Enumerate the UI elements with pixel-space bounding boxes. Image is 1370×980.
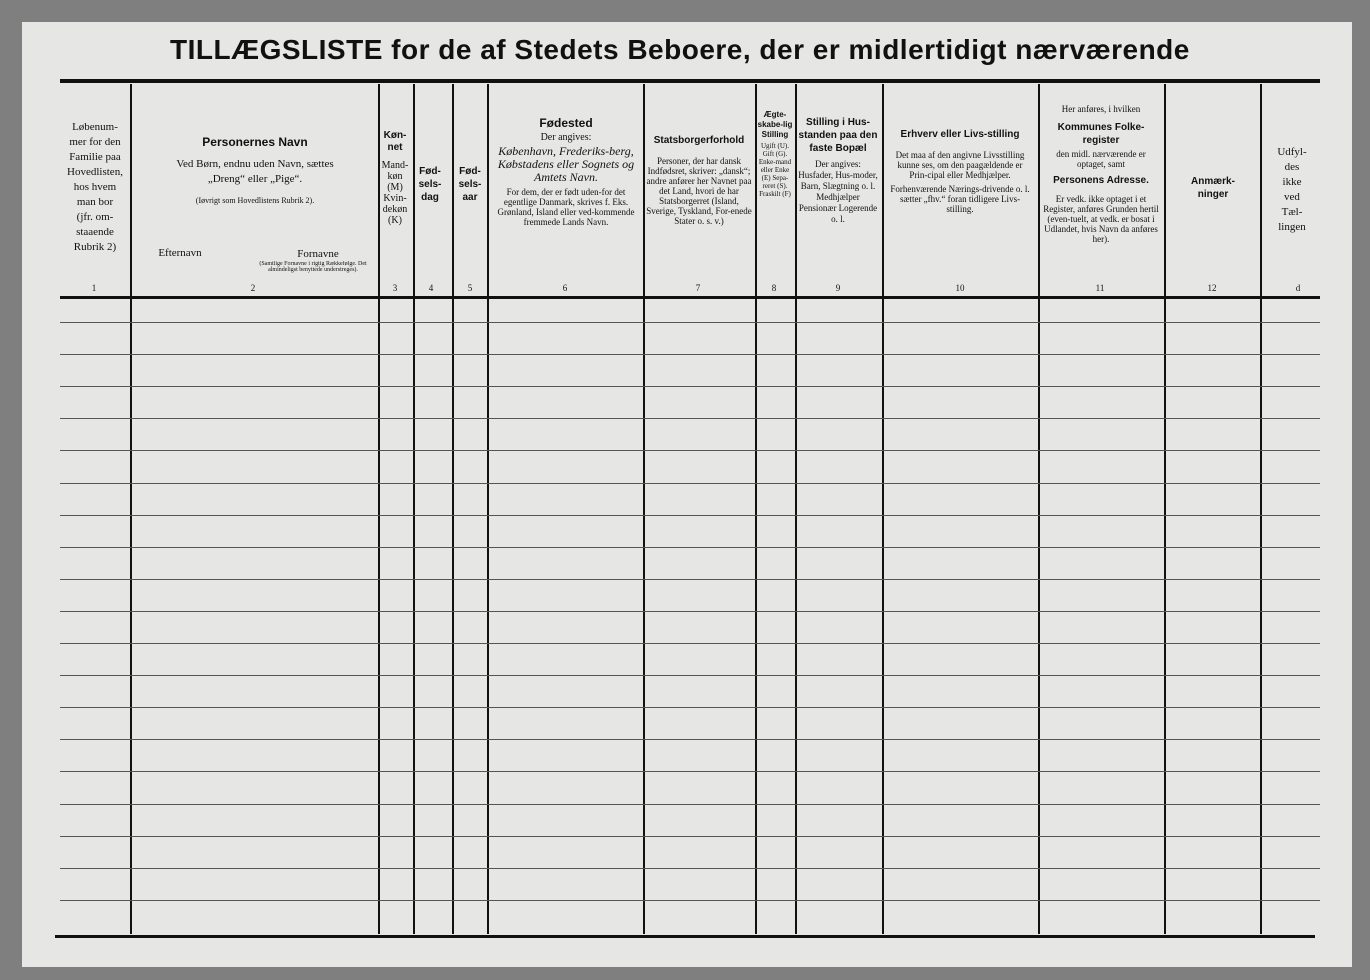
col6-header — [490, 116, 642, 227]
col6-italic: København, Frederiks-berg, Købstadens eller Sognets og Amtets Navn. — [497, 144, 635, 184]
col-number: 5 — [467, 283, 473, 293]
cold-line: ved — [1284, 191, 1300, 203]
column-divider — [643, 84, 645, 934]
col-number: 10 — [955, 283, 965, 293]
cold-line: ikke — [1282, 176, 1302, 188]
col1-line: Familie paa — [69, 151, 121, 163]
row-line — [60, 836, 1320, 837]
column-divider — [755, 84, 757, 934]
col1-line: Rubrik 2) — [73, 241, 117, 253]
row-line — [60, 515, 1320, 516]
col2-header — [133, 135, 377, 206]
row-line — [60, 900, 1320, 901]
col2-given-names-note: (Samtlige Fornavne i rigtig Rækkefølge. Det almindeligst benyttede understreges). — [259, 261, 367, 273]
col1-line: Løbenum- — [72, 121, 118, 133]
row-line — [60, 483, 1320, 484]
form-title: TILLÆGSLISTE for de af Stedets Beboere, der er midlertidigt nærværende — [170, 34, 1190, 65]
col6-heading: Fødested — [539, 116, 593, 130]
col6-sub: Der angives: — [540, 132, 592, 143]
row-line — [60, 547, 1320, 548]
col-number: 3 — [392, 283, 398, 293]
col3-line: Mand- — [381, 160, 409, 171]
cold-line: lingen — [1278, 221, 1306, 233]
col11-heading2: Personens Adresse. — [1053, 175, 1149, 186]
row-line — [60, 354, 1320, 355]
row-line — [60, 739, 1320, 740]
col1-line: staaende — [76, 226, 114, 238]
column-divider — [1164, 84, 1166, 934]
col1-line: mer for den — [69, 136, 121, 148]
col4-heading: Fød-sels-dag — [418, 166, 442, 203]
col-number: 2 — [250, 283, 256, 293]
cold-line: Tæl- — [1281, 206, 1303, 218]
col3-line: køn — [387, 171, 403, 182]
column-divider — [452, 84, 454, 934]
col10-header — [890, 128, 1030, 214]
col2-surname-label: Efternavn — [158, 248, 202, 259]
col1-line: (jfr. om- — [76, 211, 114, 223]
row-line — [60, 804, 1320, 805]
col8-heading: Ægte-skabe-lig Stilling — [757, 110, 793, 139]
col5-heading: Fød-sels-aar — [458, 166, 482, 203]
col2-line1: Ved Børn, endnu uden Navn, sættes — [176, 158, 334, 170]
col-number: 12 — [1207, 283, 1217, 293]
col11-pre: Her anføres, i hvilken — [1061, 104, 1141, 114]
col11-header — [1041, 104, 1161, 244]
header-bottom-rule — [60, 296, 1320, 299]
row-line — [60, 386, 1320, 387]
col10-body2: Forhenværende Nærings-drivende o. l. sætter „fhv.“ foran tidligere Livs-stilling. — [890, 184, 1030, 214]
col2-heading: Personernes Navn — [202, 135, 308, 149]
col-number: 11 — [1095, 283, 1105, 293]
col2-line2: „Dreng“ eller „Pige“. — [207, 173, 303, 185]
col9-body: Der angives: Husfader, Hus-moder, Barn, Slægtning o. l. Medhjælper Pensionær Logerende o. l. — [798, 159, 878, 224]
col12-heading: Anmærk-ninger — [1191, 176, 1235, 200]
col1-line: man bor — [76, 196, 114, 208]
col-number: 7 — [695, 283, 701, 293]
col3-line: dekøn — [382, 204, 408, 215]
row-line — [60, 771, 1320, 772]
top-rule — [60, 79, 1320, 83]
col7-heading: Statsborgerforhold — [653, 135, 745, 146]
col3-heading: Køn-net — [383, 130, 407, 153]
row-line — [60, 418, 1320, 419]
col7-header — [646, 135, 752, 226]
col6-body: For dem, der er født uden-for det egentlige Danmark, skrives f. Eks. Grønland, Island eller ved-kommende fremmede Lands Navn. — [497, 187, 635, 227]
col3-line: Kvin- — [383, 193, 407, 204]
col-number: 6 — [562, 283, 568, 293]
col-number: 4 — [428, 283, 434, 293]
col8-body: Ugift (U). Gift (G). Enke-mand eller Enke (E) Sepa-reret (S). Fraskilt (F) — [758, 142, 792, 198]
col11-heading: Kommunes Folke-register — [1057, 122, 1145, 146]
column-divider — [1038, 84, 1040, 934]
row-line — [60, 450, 1320, 451]
col-number: 8 — [771, 283, 777, 293]
col8-header — [757, 110, 793, 198]
col11-mid: den midl. nærværende er optaget, samt — [1056, 149, 1146, 169]
row-line — [60, 643, 1320, 644]
col2-given-names-label: Fornavne — [297, 249, 339, 260]
column-divider — [413, 84, 415, 934]
col1-line: hos hvem — [73, 181, 117, 193]
col-number: 9 — [835, 283, 841, 293]
col10-body1: Det maa af den angivne Livsstilling kunne ses, om den paagældende er Prin-cipal eller Medhjælper. — [895, 150, 1025, 180]
col-number: 1 — [91, 283, 97, 293]
col11-body: Er vedk. ikke optaget i et Register, anføres Grunden hertil (even-tuelt, at vedk. er bosat i Udlandet, hvis Navn da anføres her). — [1043, 194, 1159, 244]
col10-heading: Erhverv eller Livs-stilling — [900, 129, 1020, 140]
column-divider — [487, 84, 489, 934]
column-divider — [882, 84, 884, 934]
cold-line: Udfyl- — [1277, 146, 1307, 158]
col9-heading: Stilling i Hus-standen paa den faste Bopæl — [798, 117, 878, 154]
col9-header — [797, 116, 879, 225]
col7-body: Personer, der har dansk Indfødsret, skriver: „dansk“; andre anfører her Navnet paa det Land, hvori de har Statsborgerret (Island, Sverige, Tyskland, For-enede Stater o. s. v.) — [646, 156, 752, 226]
column-divider — [130, 84, 132, 934]
row-line — [60, 675, 1320, 676]
col1-line: Hovedlisten, — [67, 166, 123, 178]
bottom-rule — [55, 935, 1315, 938]
col3-line: (K) — [388, 215, 402, 226]
col3-line: (M) — [387, 182, 403, 193]
col1-header — [60, 120, 130, 255]
row-line — [60, 579, 1320, 580]
column-divider — [1260, 84, 1262, 934]
col2-note: (Iøvrigt som Hovedlistens Rubrik 2). — [195, 196, 315, 205]
col-number: d — [1295, 283, 1301, 293]
row-line — [60, 322, 1320, 323]
cold-header — [1264, 145, 1320, 235]
row-line — [60, 707, 1320, 708]
row-line — [60, 868, 1320, 869]
col3-header — [379, 130, 411, 226]
cold-line: des — [1284, 161, 1300, 173]
row-line — [60, 611, 1320, 612]
